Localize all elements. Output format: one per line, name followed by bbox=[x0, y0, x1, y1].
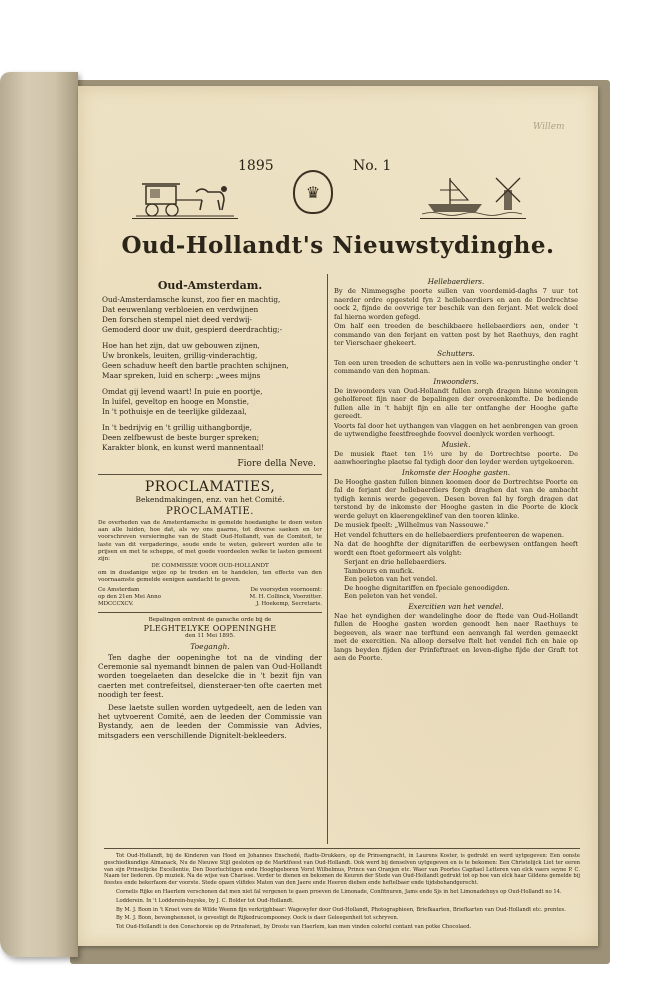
signature-right bbox=[250, 587, 323, 608]
list-item: De hooghe dignitariffen en fpeciale genoodigden. bbox=[344, 583, 510, 592]
proclamatie-title: PROCLAMATIE. bbox=[166, 506, 254, 517]
proclamatie-text: De overheden van de Amsterdamsche in gemelde hoedanighe te doen weten aan alle luiden, hoe dat, als wy ons gaarne, tot diverse saeken en ter voorschreven versieringhe van de Stadt Oud-Hollandt, van de Comiteit, te laste van dit vergaderinge, soude ende te weten, gelevert worden alle te prijsen en met te scheppe, of met goede voordeelen welke te lasten gemeent zijn: bbox=[98, 520, 322, 563]
right-column bbox=[334, 276, 578, 664]
list-item: Een peleton van het vendel. bbox=[344, 575, 438, 583]
section-title-oud-amsterdam: Oud-Amsterdam. bbox=[157, 279, 263, 292]
paragraph: De musiek fpeelt: „Wilhelmus van Nassouwe.” bbox=[334, 521, 489, 529]
paragraph: Voorts fal door het uythangen van vlaggen en het aenbrengen van groen de uytwendighe feestfreeghde foovvel doenlyck worden verhoogt. bbox=[334, 421, 578, 438]
poem-line: Hoe han het zijn, dat uw gebouwen zijnen, bbox=[102, 341, 260, 350]
poem-line: In 't bedrijvig en 't grillig uithangbordje, bbox=[102, 423, 252, 432]
paragraph: Ten een uren treeden de schutters aen in volle wa-penrustinghe onder 't commando van den hopman. bbox=[334, 358, 578, 375]
poem-line: Maar spreken, luid en scherp: „wees mijns bbox=[102, 371, 261, 380]
left-column bbox=[98, 276, 322, 740]
advertisement: By M. J. Boon, bevonghensnot, is gevestigt de Rijkedrucompooney. Oock is daer Geleegenheit tot schryven. bbox=[116, 915, 399, 922]
ship-windmill-vignette bbox=[420, 170, 526, 219]
poem-stanza bbox=[102, 295, 322, 335]
proclamaties-subtitle: Bekendmakingen, enz. van het Comité. bbox=[135, 495, 285, 504]
list-item: Serjant en drie hellebaerdiers. bbox=[344, 558, 447, 566]
toegangh-heading: Toegangh. bbox=[190, 641, 230, 651]
section-schutters: Schutters. bbox=[437, 348, 475, 358]
proclamatie-commission: DE COMMISSIE VOOR OUD-HOLLANDT bbox=[151, 563, 269, 570]
paragraph: Nae het eyndighen der wandelinghe door de ftede van Oud-Hollandt fullen de Hooghe gasten worden genoodt hen naer Raethuys te begeeven, als waer nae terftund een aenvangh fal werden gemaeckt met de exercitien. Na alloop derselve ftelt het vendel fich en haie op langs beyden fijden der Prinfeftraet en leven-dighe fijde der Graft tot aen de Poorte. bbox=[334, 611, 578, 662]
section-inwoonders: Inwoonders. bbox=[433, 376, 479, 386]
poem-line: Uw bronkels, leuiten, grillig-vinderachtig, bbox=[102, 351, 258, 360]
rule bbox=[98, 474, 322, 475]
carriage-vignette bbox=[132, 170, 238, 219]
section-hellebaerdiers: Hellebaerdiers. bbox=[427, 277, 485, 286]
advertisement: Lodderein. In 't Lodderein-huyske, by J. C. Bolder tot Oud-Hollandt. bbox=[116, 897, 294, 904]
poem-line: Dat eeuwenlang verbloeien en verdwijnen bbox=[102, 305, 259, 314]
issue-year: 1895 bbox=[238, 158, 274, 174]
paragraph: Na dat de hooghfte der dignitariffen de eerbewysen ontfangen heeft wordt een ftoet geformeert als volght: bbox=[334, 540, 578, 557]
paragraph: Om half een treeden de beschikbaere hellebaerdiers aen, onder 't commando van den ferjant en vatten post by het Raethuys, den raght ter Vierschaer ghekeert. bbox=[334, 322, 578, 347]
poem-line: Deen zelfbewust de beste burger spreken; bbox=[102, 433, 260, 442]
procession-list bbox=[334, 558, 578, 601]
book-spine bbox=[0, 72, 78, 957]
rule bbox=[98, 612, 322, 613]
footer-advertisements bbox=[104, 844, 580, 933]
poem-stanza bbox=[102, 341, 322, 381]
poem-line: Omdat gij levend waart! In puie en poortje, bbox=[102, 387, 263, 396]
paragraph: De inwoonders van Oud-Hollandt fullen zorgh dragen binne woningen geholfereet fijn naer de bepalingen der overeenkomfte. De bediende fullen alle in 't habijt fijn en alle ter ontfanghe der Hooghe gafte gereedt. bbox=[334, 386, 578, 420]
list-item: Tambours en mufick. bbox=[344, 566, 415, 575]
book bbox=[0, 72, 618, 972]
poem-line: In 't pothuisje en de teerlijke gildezaal, bbox=[102, 407, 247, 416]
poem-line: Geen schaduw heeft den bartle prachten schijnen, bbox=[102, 361, 289, 370]
toegangh-paragraph-1: Ten daghe der oopeninghe tot na de vinding der Ceremonie sal nyemandt binnen de palen van Oud-Hollandt worden toegelaeten dan deselcke die in 't bezit fijn van caerten met contrefeitsel, diensteraer-ten ofte caerten met noodigh ter feest. bbox=[98, 652, 322, 700]
poem bbox=[102, 295, 322, 453]
issue-number: No. 1 bbox=[353, 158, 392, 174]
paragraph: De Hooghe gasten fullen binnen koomen door de Dortrechtse Poorte en fal de ferjant der hellebaerdiers forgh draghen dat van de ambacht tydigh kennis werde gegeven. Desen boven fal hy forgh dragen dat terstond by de inkomste der Hooghe gasten in die Poorte de klock werde geluyt en klaerengeklinef van den tooren klinke. bbox=[334, 477, 578, 520]
newspaper-page bbox=[78, 86, 598, 946]
signature-left bbox=[98, 587, 161, 608]
advertisement: Tot Oud-Hollandt is den Conschoreie op de Prinsferaet, by Droste van Haerlem, kan men vinden colorfel contant van potke Chocolaed. bbox=[116, 924, 472, 931]
sig-line: Ce Amsterdam bbox=[98, 586, 140, 593]
sig-line: De voorsyden voornoemt: bbox=[250, 586, 322, 593]
advertisement: By M. J. Boon in 't Kroet vore de Wilde Weenn fijn verkrijghbaar: Wagewyfer door Oud-Hollandt, Photographieen, Briefkaarten, Briefkarten van Oud-Hollandt etc. prentes. bbox=[116, 906, 566, 913]
ple-intro: Bepalingen omtrent de gansche orde bij de bbox=[148, 616, 272, 623]
paragraph: Het vendel fchutters en de hellebaerdiers prefenteeren de wapenen. bbox=[334, 530, 564, 539]
poem-line: Gemoderd door uw duit, gespierd deerdrachtig;- bbox=[102, 325, 283, 334]
handwritten-note: Willem bbox=[533, 122, 565, 132]
advertisement: Tot Oud-Hollandt, bij de Kinderen van Hoed en Johannes Enschedé, ftadts-Drukkers, op de Prinsengracht, in Laurens Koster, is gedrukt en werd uytgegeven: Een oonste geschiedkundige Almanack, Nu de Nieuwe Stijl gesloten op de Marktfeest van Oud-Hollandt. Ook werd bij denselven uytgegeven en is te bekomen: Een Christelijck Liet ter eeren van sijn Prinselijcke Excellentie, Den Doorluchtigen ende Hooghgeboren Vorst Wilhelmus, Prince van Oranjen etc. Waer van Poortes Capitael Letteren van elck vaers seyne P. C. Naam ter liederen. Op muziek. Na de wijse van Charisse. Verder te dienen en bekomen de Keuren der Stede van Oud-Hollandt gedrukt tot op hoe van elck haar Gildens gemelde bij feestes ende bekerfaom der voorste. Stede opaen vlifides Maten van den Jaere ende Heeren dieben ende heftelbaer ende tijdsbehandgerecht. bbox=[104, 853, 580, 887]
poem-line: Den forschen stempel niet deed verdwij- bbox=[102, 315, 253, 324]
poem-stanza bbox=[102, 387, 322, 417]
sig-line: op den 21en Mei Anno bbox=[98, 593, 161, 600]
section-musiek: Musiek. bbox=[441, 439, 471, 449]
sig-line: J. Hoekemp, Secretaris. bbox=[256, 600, 322, 607]
section-inkomste: Inkomste der Hooghe gasten. bbox=[402, 467, 510, 477]
advertisement: Cornelis Rijke en Haerlem verschonen dat men niet fal vergenen te gaen proeven de Limonade, Confitnuren, Jams ende Sjs in het Limonadehuys op Oud-Hollandt no 14. bbox=[116, 888, 562, 895]
proclamatie-text-2: om in dusdanige wijze op te treden en te handelen, ten effecte van den voornaamste gemelde eenigen aandacht te geven. bbox=[98, 570, 322, 584]
sig-line: M. H. Collinck, Voorzitter. bbox=[249, 593, 322, 600]
ple-title: PLEGHTELYKE OOPENINGHE bbox=[143, 623, 277, 633]
proclamatie-signatures bbox=[98, 587, 322, 608]
toegangh-paragraph-2: Dese laetste sullen worden uytgedeelt, aen de leden van het uytvoerent Comité, aen de leeden der Commissie van Bystandy, aen de leeden der Commissie van Advies, mitsgaders een verschillende Dignitelt-bekleeders. bbox=[98, 702, 322, 740]
coat-of-arms-icon: ♛ bbox=[293, 170, 333, 214]
poem-line: Oud-Amsterdamsche kunst, zoo fier en machtig, bbox=[102, 295, 281, 304]
list-item: Een peleton van het vendel. bbox=[344, 592, 438, 600]
masthead-title: Oud-Hollandt's Nieuwstydinghe. bbox=[121, 232, 555, 259]
ple-date: den 11 Mei 1895. bbox=[185, 632, 235, 639]
rule bbox=[104, 848, 580, 849]
sig-line: MDCCCXCV. bbox=[98, 600, 134, 607]
paragraph: De musiek ftaet ten 1½ ure by de Dortrechtse poorte. De aanwhoeringhe plaetse fal tydigh door den leyder werden uytgekoeren. bbox=[334, 449, 578, 466]
column-divider bbox=[327, 274, 328, 844]
poem-signature: Fiore della Neve. bbox=[237, 459, 316, 469]
section-exercitien: Exercitien van het vendel. bbox=[408, 601, 504, 611]
proclamaties-title: PROCLAMATIES, bbox=[144, 479, 276, 495]
poem-line: Karakter blonk, en kunst werd mannentaal! bbox=[102, 443, 265, 452]
poem-stanza bbox=[102, 423, 322, 453]
paragraph: By de Nimmegsghe poorte sullen van voordemid-daghs 7 uur tot naerder ordre opgesteld fyn 2 hellebaerdiers en aen de Dordrechtse oock 2, fijnde de oovvrige ter beschik van den ferjant. Met welck doel fal hierna worden gefegd. bbox=[334, 287, 578, 321]
poem-line: In luifel, geveltop en hooge en Monstie, bbox=[102, 397, 250, 406]
